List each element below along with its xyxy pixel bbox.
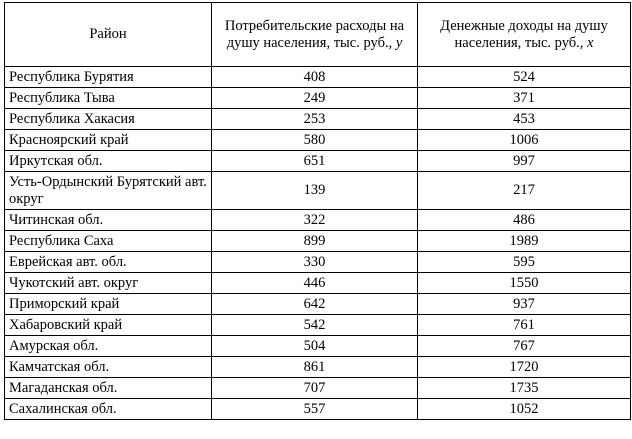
consumption-cell: 642	[212, 294, 418, 315]
header-row	[5, 3, 631, 67]
consumption-cell: 707	[212, 378, 418, 399]
consumption-cell: 330	[212, 252, 418, 273]
district-cell: Республика Тыва	[5, 88, 212, 109]
district-cell: Хабаровский край	[5, 315, 212, 336]
income-cell: 486	[418, 210, 631, 231]
consumption-cell: 651	[212, 151, 418, 172]
district-cell: Магаданская обл.	[5, 378, 212, 399]
consumption-cell: 861	[212, 357, 418, 378]
consumption-cell: 249	[212, 88, 418, 109]
table-row	[5, 210, 631, 231]
income-cell: 524	[418, 67, 631, 88]
income-cell: 1052	[418, 399, 631, 420]
table-row	[5, 67, 631, 88]
table-row	[5, 252, 631, 273]
header-income-var: x	[587, 34, 594, 51]
district-cell: Амурская обл.	[5, 336, 212, 357]
table-row	[5, 88, 631, 109]
consumption-cell: 899	[212, 231, 418, 252]
district-cell: Красноярский край	[5, 130, 212, 151]
district-cell: Камчатская обл.	[5, 357, 212, 378]
income-cell: 937	[418, 294, 631, 315]
income-cell: 1006	[418, 130, 631, 151]
income-cell: 453	[418, 109, 631, 130]
income-cell: 997	[418, 151, 631, 172]
district-cell: Усть-Ордынский Бурятский авт. округ	[5, 172, 212, 210]
table-row	[5, 399, 631, 420]
table-row	[5, 130, 631, 151]
income-cell: 371	[418, 88, 631, 109]
income-cell: 1550	[418, 273, 631, 294]
table-row	[5, 378, 631, 399]
district-cell: Еврейская авт. обл.	[5, 252, 212, 273]
district-cell: Республика Бурятия	[5, 67, 212, 88]
income-cell: 767	[418, 336, 631, 357]
header-consumption-label: Потребительские расходы на душу населения, тыс. руб.,	[224, 17, 405, 51]
consumption-cell: 580	[212, 130, 418, 151]
district-cell: Иркутская обл.	[5, 151, 212, 172]
consumption-cell: 139	[212, 172, 418, 210]
income-cell: 1989	[418, 231, 631, 252]
header-consumption	[212, 3, 418, 67]
header-district	[5, 3, 212, 67]
table-row	[5, 336, 631, 357]
income-cell: 1735	[418, 378, 631, 399]
district-cell: Сахалинская обл.	[5, 399, 212, 420]
table-row	[5, 109, 631, 130]
header-income	[418, 3, 631, 67]
table-row	[5, 151, 631, 172]
table-row	[5, 172, 631, 210]
income-cell: 595	[418, 252, 631, 273]
header-district-label: Район	[89, 26, 127, 42]
district-cell: Приморский край	[5, 294, 212, 315]
header-income-label: Денежные доходы на душу населения, тыс. руб.,	[440, 17, 608, 51]
district-cell: Чукотский авт. округ	[5, 273, 212, 294]
consumption-cell: 253	[212, 109, 418, 130]
consumption-cell: 408	[212, 67, 418, 88]
consumption-cell: 542	[212, 315, 418, 336]
table-row	[5, 294, 631, 315]
income-cell: 1720	[418, 357, 631, 378]
table-row	[5, 315, 631, 336]
consumption-cell: 504	[212, 336, 418, 357]
header-consumption-var: y	[395, 34, 403, 51]
table-row	[5, 231, 631, 252]
table-row	[5, 357, 631, 378]
income-cell: 761	[418, 315, 631, 336]
data-table	[4, 2, 631, 420]
district-cell: Читинская обл.	[5, 210, 212, 231]
district-cell: Республика Саха	[5, 231, 212, 252]
district-cell: Республика Хакасия	[5, 109, 212, 130]
income-cell: 217	[418, 172, 631, 210]
consumption-cell: 446	[212, 273, 418, 294]
table-row	[5, 273, 631, 294]
consumption-cell: 557	[212, 399, 418, 420]
consumption-cell: 322	[212, 210, 418, 231]
